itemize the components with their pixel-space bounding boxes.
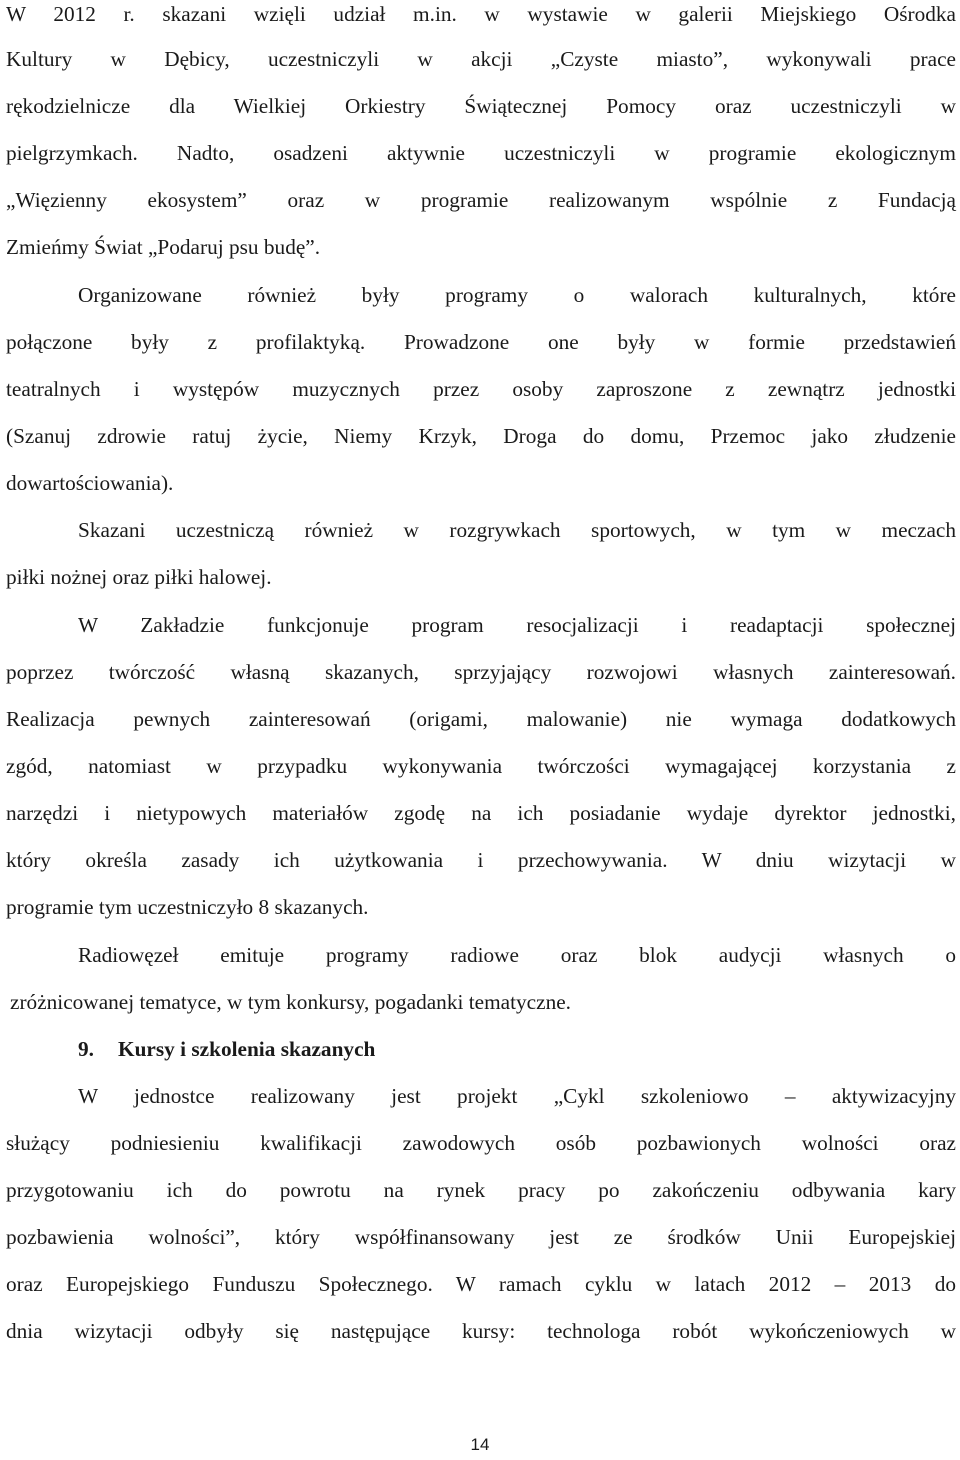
text-line: „Więzienny ekosystem” oraz w programie realizowanym wspólnie z Fundacją	[6, 188, 956, 212]
text-line: pielgrzymkach. Nadto, osadzeni aktywnie uczestniczyli w programie ekologicznym	[6, 141, 956, 165]
text-line: Realizacja pewnych zainteresowań (origami, malowanie) nie wymaga dodatkowych	[6, 707, 956, 731]
section-title: Kursy i szkolenia skazanych	[118, 1037, 376, 1061]
text-line: Zmieńmy Świat „Podaruj psu budę”.	[6, 235, 321, 259]
text-line: pozbawienia wolności”, który współfinansowany jest ze środków Unii Europejskiej	[6, 1225, 956, 1249]
text-line: poprzez twórczość własną skazanych, sprzyjający rozwojowi własnych zainteresowań.	[6, 660, 956, 684]
text-line: narzędzi i nietypowych materiałów zgodę na ich posiadanie wydaje dyrektor jednostki,	[6, 801, 956, 825]
text-line: zróżnicowanej tematyce, w tym konkursy, pogadanki tematyczne.	[10, 990, 572, 1014]
text-line: Organizowane również były programy o walorach kulturalnych, które	[78, 283, 956, 307]
text-line: oraz Europejskiego Funduszu Społecznego. W ramach cyklu w latach 2012 – 2013 do	[6, 1272, 956, 1296]
text-line: przygotowaniu ich do powrotu na rynek pracy po zakończeniu odbywania kary	[6, 1178, 956, 1202]
text-line: programie tym uczestniczyło 8 skazanych.	[6, 895, 369, 919]
text-line: teatralnych i występów muzycznych przez osoby zaproszone z zewnątrz jednostki	[6, 377, 956, 401]
text-line: połączone były z profilaktyką. Prowadzone one były w formie przedstawień	[6, 330, 956, 354]
section-heading	[78, 1035, 375, 1063]
text-line: W Zakładzie funkcjonuje program resocjalizacji i readaptacji społecznej	[78, 613, 956, 637]
page-number: 14	[470, 1435, 490, 1454]
text-line: W 2012 r. skazani wzięli udział m.in. w wystawie w galerii Miejskiego Ośrodka	[6, 2, 956, 26]
text-line: piłki nożnej oraz piłki halowej.	[6, 565, 272, 589]
text-line: który określa zasady ich użytkowania i przechowywania. W dniu wizytacji w	[6, 848, 956, 872]
text-line: służący podniesieniu kwalifikacji zawodowych osób pozbawionych wolności oraz	[6, 1131, 956, 1155]
text-line: Radiowęzeł emituje programy radiowe oraz blok audycji własnych o	[78, 943, 956, 967]
section-number: 9.	[78, 1037, 94, 1061]
text-line: dowartościowania).	[6, 471, 174, 495]
text-line: Skazani uczestniczą również w rozgrywkach sportowych, w tym w meczach	[78, 518, 956, 542]
text-line: Kultury w Dębicy, uczestniczyli w akcji „Czyste miasto”, wykonywali prace	[6, 47, 956, 71]
text-line: W jednostce realizowany jest projekt „Cykl szkoleniowo – aktywizacyjny	[78, 1084, 956, 1108]
text-line: zgód, natomiast w przypadku wykonywania twórczości wymagającej korzystania z	[6, 754, 956, 778]
text-line: (Szanuj zdrowie ratuj życie, Niemy Krzyk, Droga do domu, Przemoc jako złudzenie	[6, 424, 956, 448]
text-line: dnia wizytacji odbyły się następujące kursy: technologa robót wykończeniowych w	[6, 1319, 956, 1343]
text-line: rękodzielnicze dla Wielkiej Orkiestry Świątecznej Pomocy oraz uczestniczyli w	[6, 94, 956, 118]
